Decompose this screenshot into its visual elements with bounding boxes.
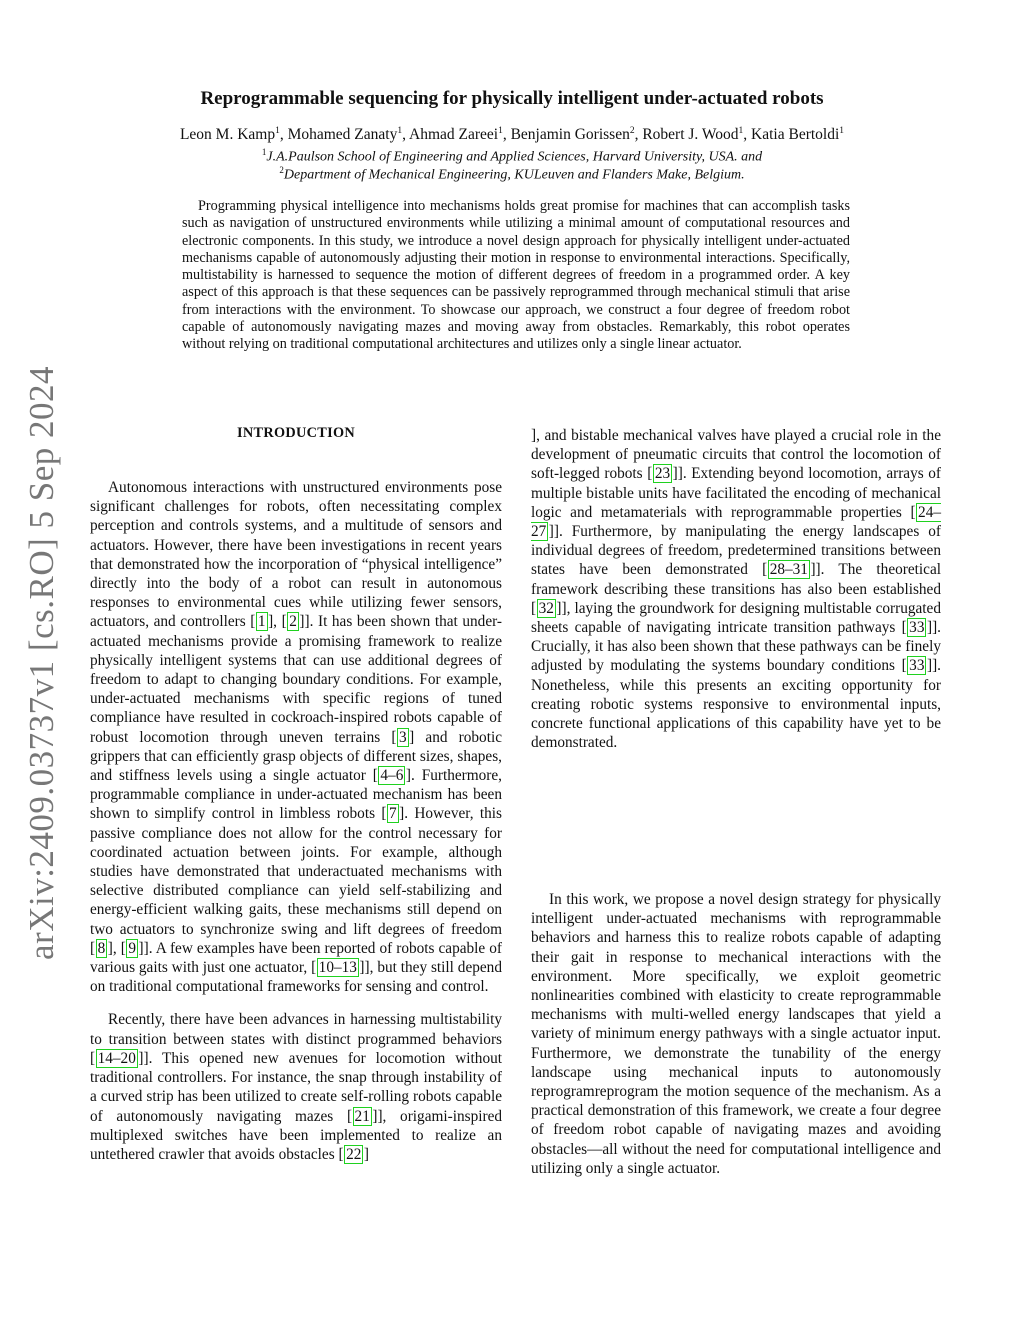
author-name: Benjamin Gorissen	[510, 126, 630, 144]
author-affiliation-mark: 2	[629, 126, 635, 136]
citation-link[interactable]: 9	[128, 939, 136, 957]
right-column-bottom	[531, 890, 941, 1178]
author-name: Katia Bertoldi	[751, 126, 840, 144]
author-name: Robert J. Wood	[642, 126, 739, 144]
citation-link[interactable]: 28–31	[769, 561, 808, 579]
affiliation-1-text: J.A.Paulson School of Engineering and Applied Sciences, Harvard University, USA. and	[266, 149, 763, 165]
citation-link[interactable]: 33	[909, 657, 925, 675]
author-list: Leon M. Kamp$^1$, Mohamed Zanaty$^1$, Ahmad Zareei$^1$, Benjamin Gorissen$^2$, Robert J. Wood$^1$, Katia Bertoldi$^1$	[179, 126, 845, 144]
arxiv-identifier: arXiv:2409.03737v1 [cs.RO] 5 Sep 2024	[22, 365, 61, 960]
author-name: Ahmad Zareei	[409, 126, 499, 144]
affiliation-2	[100, 165, 924, 184]
section-heading-introduction: INTRODUCTION	[237, 425, 355, 441]
affiliation-1-mark: 1	[261, 147, 267, 157]
author-name: Leon M. Kamp	[179, 126, 276, 144]
paragraph-1: Autonomous interactions with unstructured environments pose significant challenges for robots, often necessitating complex perception and controls systems, and a multitude of sensors and actuators. However, there have been investigations in recent years that demonstrated how the incorporation of “physical intelligence” directly into the body of a robot can result in autonomous responses to environmental cues while utilizing fewer sensors, actuators, and controllers [ 1 ], [ 2 ]]. It has been shown that under-actuated mechanisms provide a promising framework to realize physically intelligent systems that can use additional degrees of freedom to adapt to changing boundary conditions. For example, under-actuated mechanisms with specific regions of tuned compliance have resulted in cockroach-inspired robots capable of robust locomotion through uneven terrains [ 3 ] and robotic grippers that can efficiently grasp objects of different sizes, shapes, and stiffness levels using a single actuator [ 4–6 ]. Furthermore, programmable compliance in under-actuated mechanism has been shown to simplify control in limbless robots [ 7 ]. However, this passive compliance does not allow for the control necessary for coordinated actuation between joints. For example, although studies have demonstrated that underactuated mechanisms with selective distributed compliance can yield self-stabilizing and energy-efficient walking gaits, these mechanisms still depend on two actuators to synchronize swing and lift degrees of freedom [ 8 ], [ 9 ]]. A few examples have been reported of robots capable of various gaits with just one actuator, [ 10–13 ]], but they still depend on traditional computational frameworks for sensing and control.	[90, 479, 503, 996]
citation-link[interactable]: 4–6	[380, 767, 404, 785]
citation-link[interactable]: 33	[909, 619, 925, 637]
citation-link[interactable]: 22	[346, 1145, 362, 1163]
citation-link[interactable]: 32	[538, 599, 554, 617]
paragraph-2-part-1: Recently, there have been advances in harnessing multistability to transition between states with distinct programmed behaviors [ 14–20 ]]. This opened new avenues for locomotion without traditional controllers. For instance, the snap through instability of a curved strip has been utilized to create self-rolling robots capable of autonomously navigating mazes [ 21 ]], origami-inspired multiplexed switches have been implemented to realize an untethered crawler that avoids obstacles [ 22 ]	[90, 1011, 503, 1163]
citation-link[interactable]: 24–27	[531, 503, 941, 541]
citation-link[interactable]: 7	[388, 805, 397, 823]
author-name: Mohamed Zanaty	[287, 126, 398, 144]
citation-link[interactable]: 10–13	[318, 959, 357, 977]
affiliation-2-text: Department of Mechanical Engineering, KULeuven and Flanders Make, Belgium.	[283, 167, 745, 183]
affiliation-2-mark: 2	[279, 165, 284, 175]
author-affiliation-mark: 1	[498, 126, 503, 136]
citation-link[interactable]: 8	[97, 939, 106, 957]
author-affiliation-mark: 1	[839, 126, 845, 136]
author-affiliation-mark: 1	[397, 126, 403, 136]
citation-link[interactable]: 1	[257, 613, 266, 631]
affiliation-1	[100, 147, 924, 166]
citation-link[interactable]: 21	[354, 1107, 370, 1125]
paper-title: Reprogrammable sequencing for physically intelligent under-actuated robots	[200, 88, 824, 109]
left-column	[90, 478, 502, 1164]
citation-link[interactable]: 23	[654, 465, 671, 483]
citation-link[interactable]: 2	[289, 613, 297, 631]
abstract: Programming physical intelligence into mechanisms holds great promise for machines that can accomplish tasks such as navigation of unstructured environments while utilizing a minimal amount of computational resources and electronic components. In this study, we introduce a novel design approach for physically intelligent under-actuated mechanisms capable of autonomously adjusting their motion in response to environmental interactions. Specifically, multistability is harnessed to sequence the motion of different degrees of freedom in a programmed order. A key aspect of this approach is that these sequences can be passively reprogrammed through mechanical stimuli that arise from interactions with the environment. To showcase our approach, we construct a four degree of freedom robot capable of autonomously navigating mazes and moving away from obstacles. Remarkably, this robot operates without relying on traditional computational architectures and utilizes only a single linear actuator.	[182, 198, 850, 353]
author-affiliation-mark: 1	[275, 126, 280, 136]
paragraph-3: In this work, we propose a novel design strategy for physically intelligent under-actuated mechanisms with reprogrammable behaviors and harness this to realize robots capable of adapting their gait in response to mechanical interactions with the environment. More specifically, we exploit geometric nonlinearities combined with elasticity to create reprogrammable mechanisms with multi-welled energy landscapes that yield a variety of minimum energy pathways with a single actuator input. Furthermore, we demonstrate the tunability of the energy landscape using mechanical inputs to autonomously reprogramreprogram the motion sequence of the mechanism. As a practical demonstration of this framework, we create a four degree of freedom robot capable of navigating mazes and avoiding obstacles—all without the need for computational intelligence and utilizing only a single actuator.	[531, 891, 941, 1177]
author-affiliation-mark: 1	[738, 126, 744, 136]
citation-link[interactable]: 3	[398, 728, 407, 746]
right-column-top	[531, 426, 941, 752]
citation-link[interactable]: 14–20	[97, 1049, 136, 1067]
paragraph-2-part-2: ], and bistable mechanical valves have played a crucial role in the development of pneumatic circuits that control the locomotion of soft-legged robots [ 23 ]]. Extending beyond locomotion, arrays of multiple bistable units have facilitated the encoding of mechanical logic and metamaterials with reprogrammable properties [ 24–27 ]]. Furthermore, by manipulating the energy landscapes of individual degrees of freedom, predetermined transitions between states have been demonstrated [ 28–31 ]]. The theoretical framework describing these transitions has also been established [ 32 ]], laying the groundwork for designing multistable corrugated sheets capable of navigating intricate transition pathways [ 33 ]]. Crucially, it has also been shown that these pathways can be finely adjusted by modulating the systems boundary conditions [ 33 ]]. Nonetheless, while this presents an exciting opportunity for creating robotic systems responsive to environmental inputs, concrete functional applications of this capability have yet to be demonstrated.	[531, 427, 941, 752]
